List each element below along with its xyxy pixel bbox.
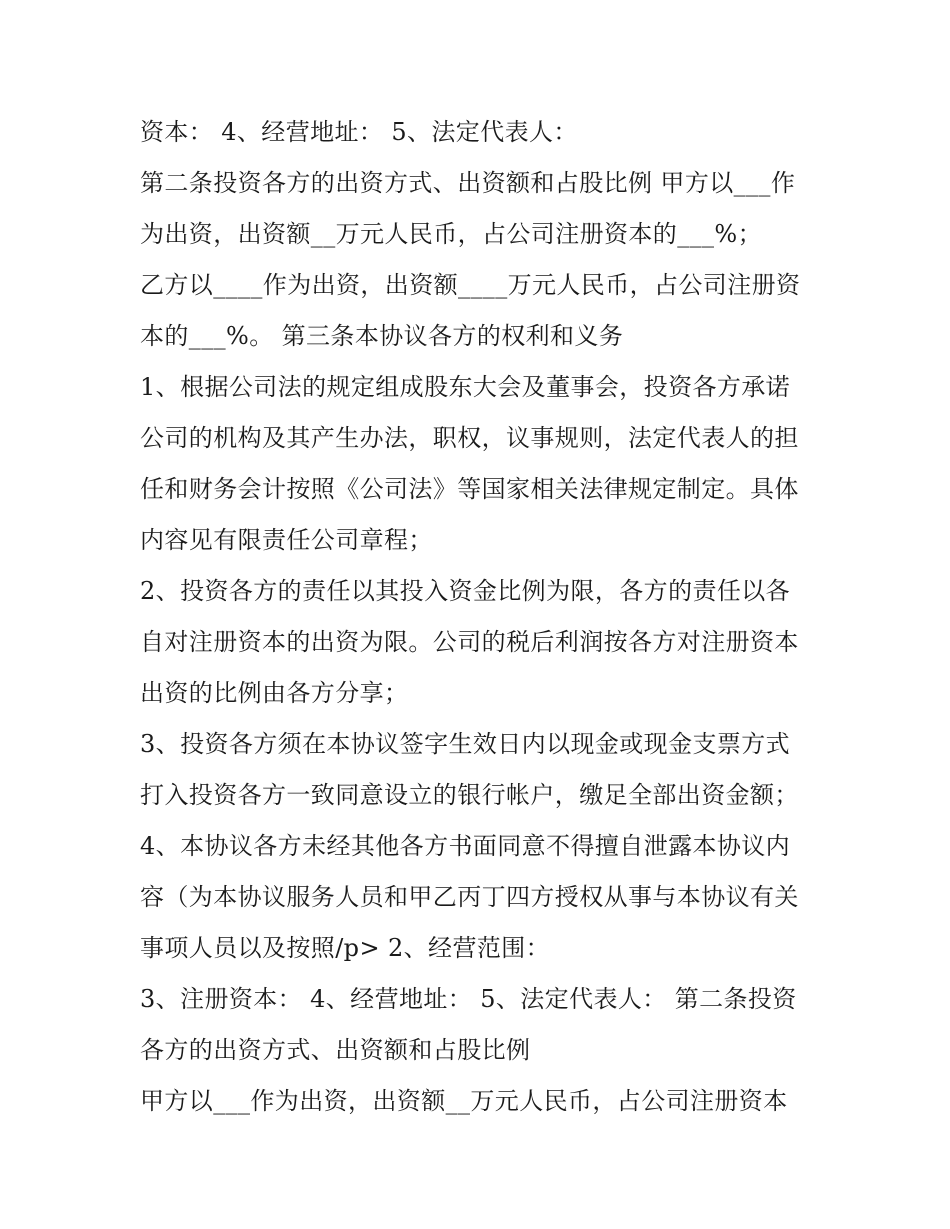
text-line: 3、注册资本： 4、经营地址： 5、法定代表人： 第二条投资 (140, 985, 797, 1013)
text-line: 为出资，出资额__万元人民币，占公司注册资本的___%； (140, 220, 763, 248)
text-line: 乙方以____作为出资，出资额____万元人民币，占公司注册资 (140, 271, 801, 299)
text-line: 公司的机构及其产生办法，职权，议事规则，法定代表人的担 (140, 424, 799, 452)
text-line: 3、投资各方须在本协议签字生效日内以现金或现金支票方式 (140, 730, 791, 758)
text-line: 4、本协议各方未经其他各方书面同意不得擅自泄露本协议内 (140, 832, 791, 860)
text-line: 本的___%。 第三条本协议各方的权利和义务 (140, 322, 624, 350)
text-line: 打入投资各方一致同意设立的银行帐户，缴足全部出资金额； (140, 781, 799, 809)
text-line: 任和财务会计按照《公司法》等国家相关法律规定制定。具体 (140, 475, 799, 503)
text-line: 第二条投资各方的出资方式、出资额和占股比例 甲方以___作 (140, 169, 796, 197)
text-line: 各方的出资方式、出资额和占股比例 (140, 1036, 531, 1064)
text-line: 自对注册资本的出资为限。公司的税后利润按各方对注册资本 (140, 628, 799, 656)
text-line: 甲方以___作为出资，出资额__万元人民币，占公司注册资本 (140, 1087, 788, 1115)
text-line: 1、根据公司法的规定组成股东大会及董事会，投资各方承诺 (140, 373, 791, 401)
text-line: 事项人员以及按照/p> 2、经营范围： (140, 934, 551, 962)
text-line: 资本： 4、经营地址： 5、法定代表人： (140, 118, 578, 146)
text-line: 出资的比例由各方分享； (140, 679, 409, 707)
text-line: 容（为本协议服务人员和甲乙丙丁四方授权从事与本协议有关 (140, 883, 799, 911)
text-line: 2、投资各方的责任以其投入资金比例为限，各方的责任以各 (140, 577, 791, 605)
document-body (140, 107, 830, 1127)
text-line: 内容见有限责任公司章程； (140, 526, 433, 554)
